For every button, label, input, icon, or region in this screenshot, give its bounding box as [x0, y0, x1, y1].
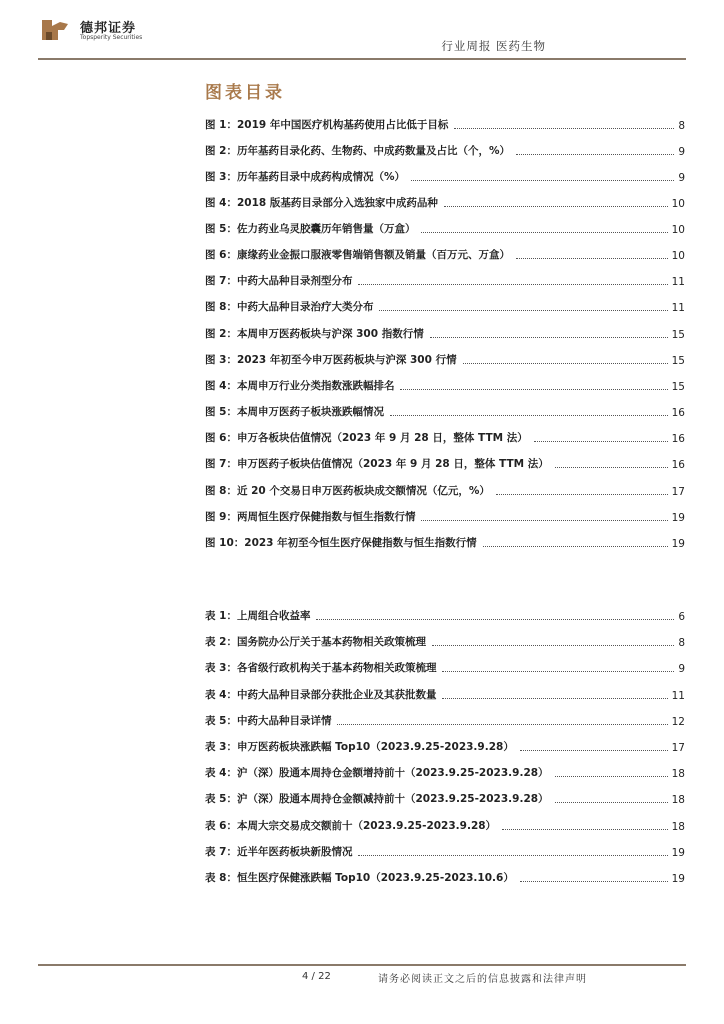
disclaimer-note: 请务必阅读正文之后的信息披露和法律声明 — [378, 974, 587, 985]
toc-page: 15 — [671, 329, 685, 341]
toc-label: 图 1：2019 年中国医疗机构基药使用占比低于目标 — [205, 119, 449, 131]
toc-page: 17 — [671, 742, 685, 754]
toc-entry[interactable] — [205, 714, 685, 728]
page-number: 4 / 22 — [302, 971, 331, 982]
toc-page: 10 — [671, 224, 685, 236]
toc-page: 18 — [671, 768, 685, 780]
toc-entry[interactable] — [205, 635, 685, 649]
toc-leader — [516, 257, 668, 259]
toc-page: 9 — [678, 663, 685, 675]
toc-leader — [454, 127, 674, 129]
toc-page: 8 — [678, 120, 685, 132]
toc-page: 15 — [671, 355, 685, 367]
toc-entry[interactable] — [205, 353, 685, 367]
toc-page: 12 — [671, 716, 685, 728]
toc-label: 图 4：2018 版基药目录部分入选独家中成药品种 — [205, 197, 438, 209]
toc-label: 表 4：沪（深）股通本周持仓金额增持前十（2023.9.25-2023.9.28） — [205, 767, 549, 779]
toc-label: 表 3：申万医药板块涨跌幅 Top10（2023.9.25-2023.9.28） — [205, 741, 514, 753]
toc-leader — [483, 545, 668, 547]
toc-entry[interactable] — [205, 819, 685, 833]
toc-entry[interactable] — [205, 327, 685, 341]
toc-page: 11 — [671, 276, 685, 288]
toc-label: 图 10：2023 年初至今恒生医疗保健指数与恒生指数行情 — [205, 537, 477, 549]
toc-entry[interactable] — [205, 300, 685, 314]
toc-entry[interactable] — [205, 248, 685, 262]
toc-leader — [421, 519, 667, 521]
toc-entry[interactable] — [205, 740, 685, 754]
toc-leader — [502, 828, 668, 830]
toc-leader — [316, 618, 674, 620]
toc-entry[interactable] — [205, 222, 685, 236]
toc-leader — [421, 231, 667, 233]
toc-page: 17 — [671, 486, 685, 498]
toc-label: 图 8：中药大品种目录治疗大类分布 — [205, 301, 374, 313]
toc-entry[interactable] — [205, 510, 685, 524]
toc-leader — [520, 880, 668, 882]
toc-leader — [463, 362, 668, 364]
toc-label: 表 6：本周大宗交易成交额前十（2023.9.25-2023.9.28） — [205, 820, 497, 832]
toc-leader — [411, 179, 674, 181]
toc-label: 表 5：中药大品种目录详情 — [205, 715, 332, 727]
toc-label: 图 6：申万各板块估值情况（2023 年 9 月 28 日，整体 TTM 法） — [205, 432, 528, 444]
toc-page: 16 — [671, 407, 685, 419]
toc-label: 图 7：申万医药子板块估值情况（2023 年 9 月 28 日，整体 TTM 法） — [205, 458, 549, 470]
logo-cn-text: 德邦证券 — [80, 21, 137, 36]
toc-label: 表 7：近半年医药板块新股情况 — [205, 846, 353, 858]
toc-label: 图 4：本周申万行业分类指数涨跌幅排名 — [205, 380, 395, 392]
toc-page: 8 — [678, 637, 685, 649]
toc-label: 图 8：近 20 个交易日申万医药板块成交额情况（亿元，%） — [205, 485, 490, 497]
toc-page: 19 — [671, 847, 685, 859]
toc-leader — [442, 697, 667, 699]
toc-entry[interactable] — [205, 144, 685, 158]
toc-page: 19 — [671, 873, 685, 885]
toc-leader — [400, 388, 667, 390]
toc-entry[interactable] — [205, 405, 685, 419]
toc-leader — [432, 644, 674, 646]
toc-label: 图 5：佐力药业乌灵胶囊历年销售量（万盒） — [205, 223, 416, 235]
toc-page: 19 — [671, 538, 685, 550]
toc-leader — [379, 309, 667, 311]
toc-label: 表 5：沪（深）股通本周持仓金额减持前十（2023.9.25-2023.9.28） — [205, 793, 549, 805]
toc-entry[interactable] — [205, 792, 685, 806]
toc-page: 18 — [671, 794, 685, 806]
toc-entry[interactable] — [205, 118, 685, 132]
company-logo — [38, 14, 143, 46]
toc-entry[interactable] — [205, 457, 685, 471]
toc-label: 图 2：历年基药目录化药、生物药、中成药数量及占比（个，%） — [205, 145, 510, 157]
toc-page: 18 — [671, 821, 685, 833]
toc-leader — [555, 466, 668, 468]
toc-leader — [358, 283, 667, 285]
toc-page: 10 — [671, 250, 685, 262]
toc-entry[interactable] — [205, 484, 685, 498]
toc-label: 表 2：国务院办公厅关于基本药物相关政策梳理 — [205, 636, 426, 648]
page-title: 图表目录 — [205, 83, 285, 103]
toc-entry[interactable] — [205, 609, 685, 623]
toc-entry[interactable] — [205, 274, 685, 288]
toc-page: 11 — [671, 690, 685, 702]
toc-leader — [337, 723, 667, 725]
toc-page: 9 — [678, 146, 685, 158]
toc-entry[interactable] — [205, 845, 685, 859]
toc-label: 表 1：上周组合收益率 — [205, 610, 311, 622]
toc-label: 图 7：中药大品种目录剂型分布 — [205, 275, 353, 287]
toc-page: 10 — [671, 198, 685, 210]
toc-page: 9 — [678, 172, 685, 184]
logo-en-text: Topsperity Securities — [80, 34, 143, 41]
toc-leader — [555, 775, 668, 777]
report-category: 行业周报 医药生物 — [441, 39, 546, 53]
toc-page: 11 — [671, 302, 685, 314]
toc-page: 16 — [671, 459, 685, 471]
toc-entry[interactable] — [205, 766, 685, 780]
toc-leader — [430, 336, 668, 338]
toc-label: 表 3：各省级行政机构关于基本药物相关政策梳理 — [205, 662, 437, 674]
toc-page: 15 — [671, 381, 685, 393]
footer-divider — [38, 964, 686, 966]
toc-leader — [390, 414, 668, 416]
logo-mark-icon — [38, 14, 72, 46]
toc-leader — [520, 749, 668, 751]
toc-entry[interactable] — [205, 431, 685, 445]
toc-label: 图 3：历年基药目录中成药构成情况（%） — [205, 171, 405, 183]
toc-entry[interactable] — [205, 871, 685, 885]
toc-leader — [534, 440, 668, 442]
toc-entry[interactable] — [205, 536, 685, 550]
toc-leader — [358, 854, 667, 856]
toc-page: 6 — [678, 611, 685, 623]
header-divider — [38, 58, 686, 60]
toc-leader — [444, 205, 668, 207]
toc-entry[interactable] — [205, 196, 685, 210]
toc-page: 16 — [671, 433, 685, 445]
toc-label: 图 5：本周申万医药子板块涨跌幅情况 — [205, 406, 384, 418]
toc-label: 图 9：两周恒生医疗保健指数与恒生指数行情 — [205, 511, 416, 523]
toc-page: 19 — [671, 512, 685, 524]
toc-leader — [496, 493, 668, 495]
toc-leader — [555, 801, 668, 803]
toc-leader — [442, 670, 674, 672]
toc-entry[interactable] — [205, 661, 685, 675]
toc-label: 图 2：本周申万医药板块与沪深 300 指数行情 — [205, 328, 424, 340]
toc-entry[interactable] — [205, 688, 685, 702]
toc-label: 表 4：中药大品种目录部分获批企业及其获批数量 — [205, 689, 437, 701]
toc-label: 图 3：2023 年初至今申万医药板块与沪深 300 行情 — [205, 354, 457, 366]
toc-label: 图 6：康缘药业金振口服液零售端销售额及销量（百万元、万盒） — [205, 249, 510, 261]
toc-leader — [516, 153, 674, 155]
toc-entry[interactable] — [205, 170, 685, 184]
toc-label: 表 8：恒生医疗保健涨跌幅 Top10（2023.9.25-2023.10.6） — [205, 872, 514, 884]
toc-entry[interactable] — [205, 379, 685, 393]
